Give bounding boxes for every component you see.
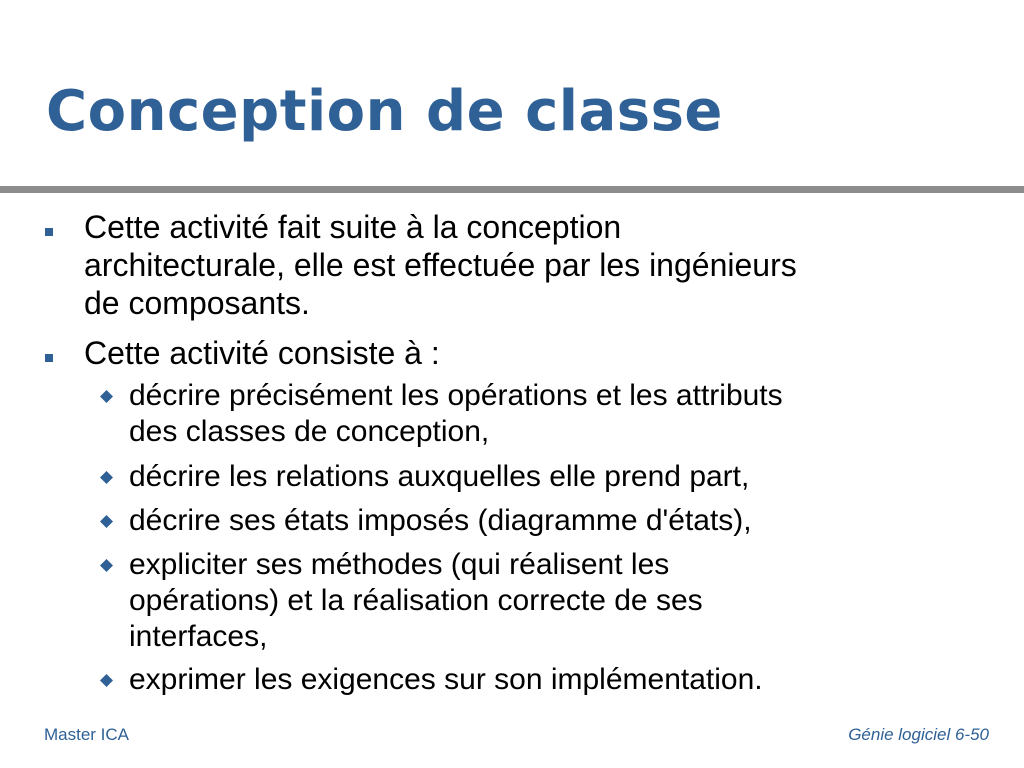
bullet-text-line: Cette activité consiste à : [84, 335, 440, 371]
bullet-text-line: exprimer les exigences sur son implémentation. [129, 663, 763, 696]
diamond-bullet-icon [100, 559, 113, 572]
bullet-text-line: décrire les relations auxquelles elle prend part, [129, 460, 750, 493]
diamond-bullet-icon [100, 390, 113, 403]
bullet-text-line: décrire ses états imposés (diagramme d'états), [129, 504, 752, 537]
slide-title: Conception de classe [46, 79, 723, 144]
bullet-text-line: interfaces, [129, 620, 268, 653]
title-divider [0, 186, 1024, 193]
diamond-bullet-icon [100, 674, 113, 687]
bullet-text-line: opérations) et la réalisation correcte de ses [129, 584, 703, 617]
square-bullet-icon [45, 228, 53, 236]
diamond-bullet-icon [100, 471, 113, 484]
diamond-bullet-icon [100, 515, 113, 528]
footer-course: Master ICA [44, 725, 130, 744]
bullet-text-line: des classes de conception, [129, 415, 490, 448]
bullet-text-line: décrire précisément les opérations et les attributs [129, 379, 783, 412]
bullet-text-line: expliciter ses méthodes (qui réalisent les [129, 548, 670, 581]
bullet-text-line: architecturale, elle est effectuée par les ingénieurs [84, 247, 797, 283]
footer-page-ref: Génie logiciel 6-50 [848, 725, 989, 744]
bullet-text-line: de composants. [84, 285, 310, 321]
square-bullet-icon [45, 354, 53, 362]
bullet-text-line: Cette activité fait suite à la conception [84, 209, 622, 245]
